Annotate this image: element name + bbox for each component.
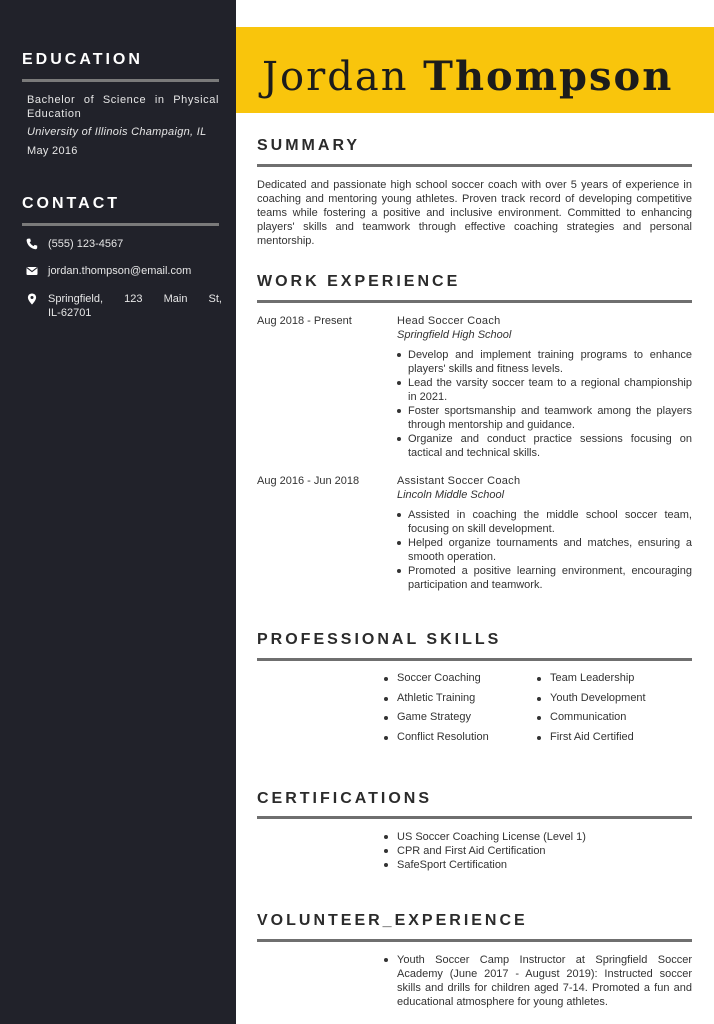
list-item: Helped organize tournaments and matches, ensuring a smooth operation. [397,536,692,564]
job-title: Head Soccer Coach [397,315,501,327]
skills-rule [257,658,692,661]
certifications-rule [257,816,692,819]
list-item: Organize and conduct practice sessions focusing on tactical and technical skills. [397,432,692,460]
contact-email-row [26,264,191,278]
work-rule [257,300,692,303]
list-item: Youth Soccer Camp Instructor at Springfield Soccer Academy (June 2017 - August 2019): Instructed soccer skills and drills for children aged 7-14. Promoted a fun and educational atmosphere for young athletes. [384,953,692,1009]
job-bullets [397,348,692,460]
phone-icon [26,238,38,250]
list-item: Youth Development [537,692,646,712]
education-degree: Bachelor of Science in Physical Education [27,94,219,120]
volunteer-list [384,953,692,1009]
summary-rule [257,164,692,167]
list-item: US Soccer Coaching License (Level 1) [384,830,692,844]
certifications-heading: CERTIFICATIONS [257,790,433,807]
skills-heading: PROFESSIONAL SKILLS [257,631,502,648]
summary-heading: SUMMARY [257,137,361,154]
job-date: Aug 2016 - Jun 2018 [257,475,360,487]
contact-heading: CONTACT [22,195,121,212]
job-date: Aug 2018 - Present [257,315,352,327]
contact-rule [22,223,219,226]
education-rule [22,79,219,82]
first-name: Jordan [262,54,409,100]
volunteer-heading: VOLUNTEER_EXPERIENCE [257,912,528,929]
volunteer-rule [257,939,692,942]
last-name: Thompson [423,53,674,100]
education-heading: EDUCATION [22,51,143,68]
candidate-name [262,53,673,100]
list-item: Team Leadership [537,672,646,692]
education-date: May 2016 [27,145,78,157]
job-company: Springfield High School [397,329,512,341]
job-company: Lincoln Middle School [397,489,505,501]
list-item: Develop and implement training programs to enhance players' skills and fitness levels. [397,348,692,376]
education-school: University of Illinois Champaign, IL [27,126,207,138]
list-item: Communication [537,711,646,731]
work-heading: WORK EXPERIENCE [257,273,461,290]
contact-phone: (555) 123-4567 [48,238,124,250]
summary-text: Dedicated and passionate high school soccer coach with over 5 years of experience in coaching and mentoring young athletes. Proven track record of developing competitive teams while fostering a positive and inclusive environment. Committed to enhancing players' skills and teamwork through effective coaching strategies and personal mentorship. [257,179,692,247]
list-item: First Aid Certified [537,731,646,751]
list-item: Soccer Coaching [384,672,489,692]
list-item: Athletic Training [384,692,489,712]
certifications-list [384,830,692,872]
envelope-icon [26,265,38,277]
sidebar [0,0,236,1024]
contact-address: Springfield, 123 Main St, IL-62701 [48,293,222,319]
list-item: Assisted in coaching the middle school soccer team, focusing on skill development. [397,508,692,536]
job-title: Assistant Soccer Coach [397,475,521,487]
header-band [236,27,714,113]
list-item: Conflict Resolution [384,731,489,751]
contact-address-row [26,292,222,320]
contact-phone-row [26,237,123,251]
list-item: CPR and First Aid Certification [384,844,692,858]
list-item: Promoted a positive learning environment, encouraging participation and teamwork. [397,564,692,592]
skills-right-column [537,672,646,751]
list-item: SafeSport Certification [384,858,692,872]
list-item: Foster sportsmanship and teamwork among the players through mentorship and guidance. [397,404,692,432]
job-bullets [397,508,692,592]
list-item: Game Strategy [384,711,489,731]
location-pin-icon [26,293,38,305]
contact-email[interactable]: jordan.thompson@email.com [48,265,192,277]
list-item: Lead the varsity soccer team to a regional championship in 2021. [397,376,692,404]
skills-left-column [384,672,489,751]
